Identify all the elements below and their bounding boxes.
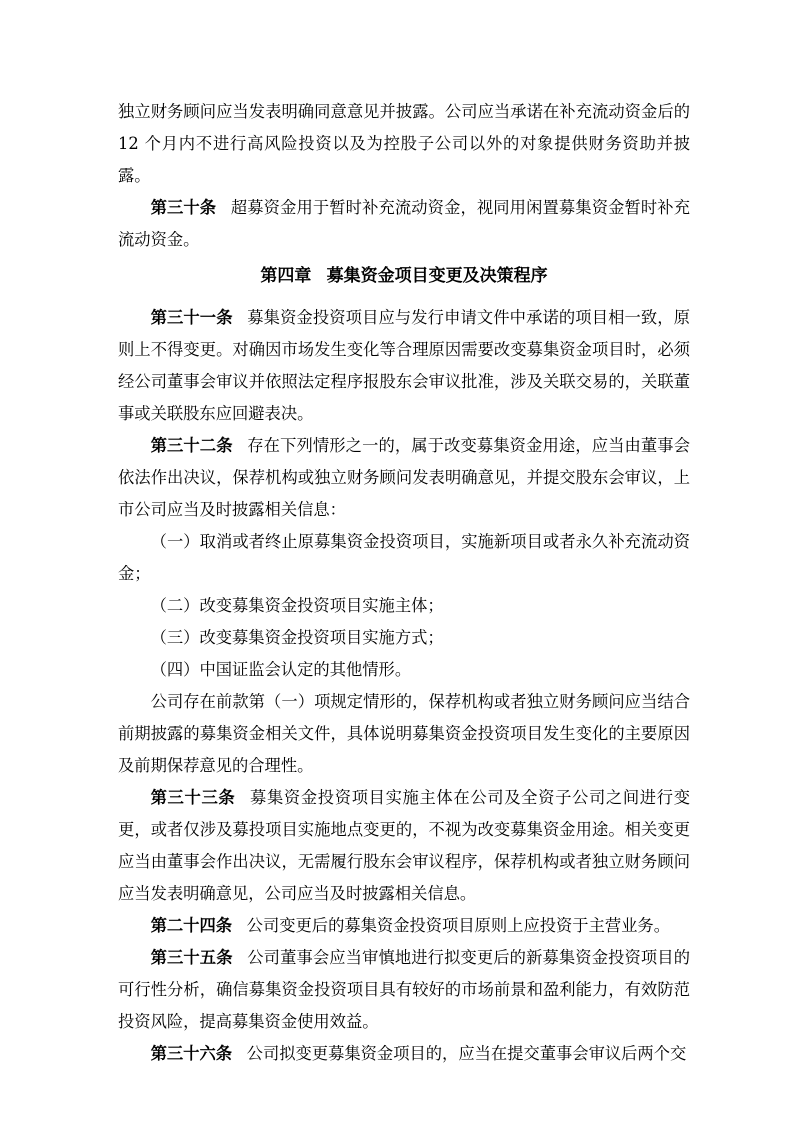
article-number: 第三十六条 xyxy=(150,1044,233,1063)
article-number: 第三十二条 xyxy=(150,436,233,455)
article-text: 公司变更后的募集资金投资项目原则上应投资于主营业务。 xyxy=(246,916,670,935)
article-paragraph-33 xyxy=(118,782,690,910)
list-item-1: （一）取消或者终止原募集资金投资项目，实施新项目或者永久补充流动资金； xyxy=(118,532,690,583)
list-item-3: （三）改变募集资金投资项目实施方式； xyxy=(150,628,444,647)
article-text: 超募资金用于暂时补充流动资金，视同用闲置募集资金暂时补充流动资金。 xyxy=(118,198,690,249)
article-number: 第三十条 xyxy=(150,198,217,217)
article-paragraph-24 xyxy=(118,910,690,942)
body-paragraph: 公司存在前款第（一）项规定情形的，保荐机构或者独立财务顾问应当结合前期披露的募集资金相关文件，具体说明募集资金投资项目发生变化的主要原因及前期保荐意见的合理性。 xyxy=(118,692,690,775)
chapter-number: 第四章 xyxy=(260,266,312,286)
article-text: 募集资金投资项目应与发行申请文件中承诺的项目相一致，原则上不得变更。对确因市场发生变化等合理原因需要改变募集资金项目时，必须经公司董事会审议并依照法定程序报股东会审议批准，涉及关联交易的，关联董事或关联股东应回避表决。 xyxy=(118,308,690,423)
article-number: 第三十一条 xyxy=(150,308,233,327)
article-number: 第三十三条 xyxy=(150,788,236,807)
list-item-2: （二）改变募集资金投资项目实施主体； xyxy=(150,596,444,615)
article-paragraph-32 xyxy=(118,430,690,526)
article-paragraph-31 xyxy=(118,302,690,430)
article-paragraph-36 xyxy=(118,1038,690,1070)
article-paragraph-35 xyxy=(118,942,690,1038)
article-text: 募集资金投资项目实施主体在公司及全资子公司之间进行变更，或者仅涉及募投项目实施地点变更的，不视为改变募集资金用途。相关变更应当由董事会作出决议，无需履行股东会审议程序，保荐机构或者独立财务顾问应当发表明确意见，公司应当及时披露相关信息。 xyxy=(118,788,690,903)
article-text: 公司拟变更募集资金项目的，应当在提交董事会审议后两个交 xyxy=(246,1044,687,1063)
chapter-heading xyxy=(118,260,690,292)
article-paragraph-30 xyxy=(118,192,690,256)
list-item-4: （四）中国证监会认定的其他情形。 xyxy=(150,660,412,679)
chapter-title: 募集资金项目变更及决策程序 xyxy=(326,266,548,286)
article-number: 第三十五条 xyxy=(150,948,233,967)
article-number: 第二十四条 xyxy=(150,916,233,935)
paragraph-continuation: 独立财务顾问应当发表明确同意意见并披露。公司应当承诺在补充流动资金后的 12 个月内不进行高风险投资以及为控股子公司以外的对象提供财务资助并披露。 xyxy=(118,102,690,185)
article-text: 公司董事会应当审慎地进行拟变更后的新募集资金投资项目的可行性分析，确信募集资金投资项目具有较好的市场前景和盈利能力，有效防范投资风险，提高募集资金使用效益。 xyxy=(118,948,690,1031)
article-text: 存在下列情形之一的，属于改变募集资金用途，应当由董事会依法作出决议，保荐机构或独立财务顾问发表明确意见，并提交股东会审议，上市公司应当及时披露相关信息： xyxy=(118,436,690,519)
